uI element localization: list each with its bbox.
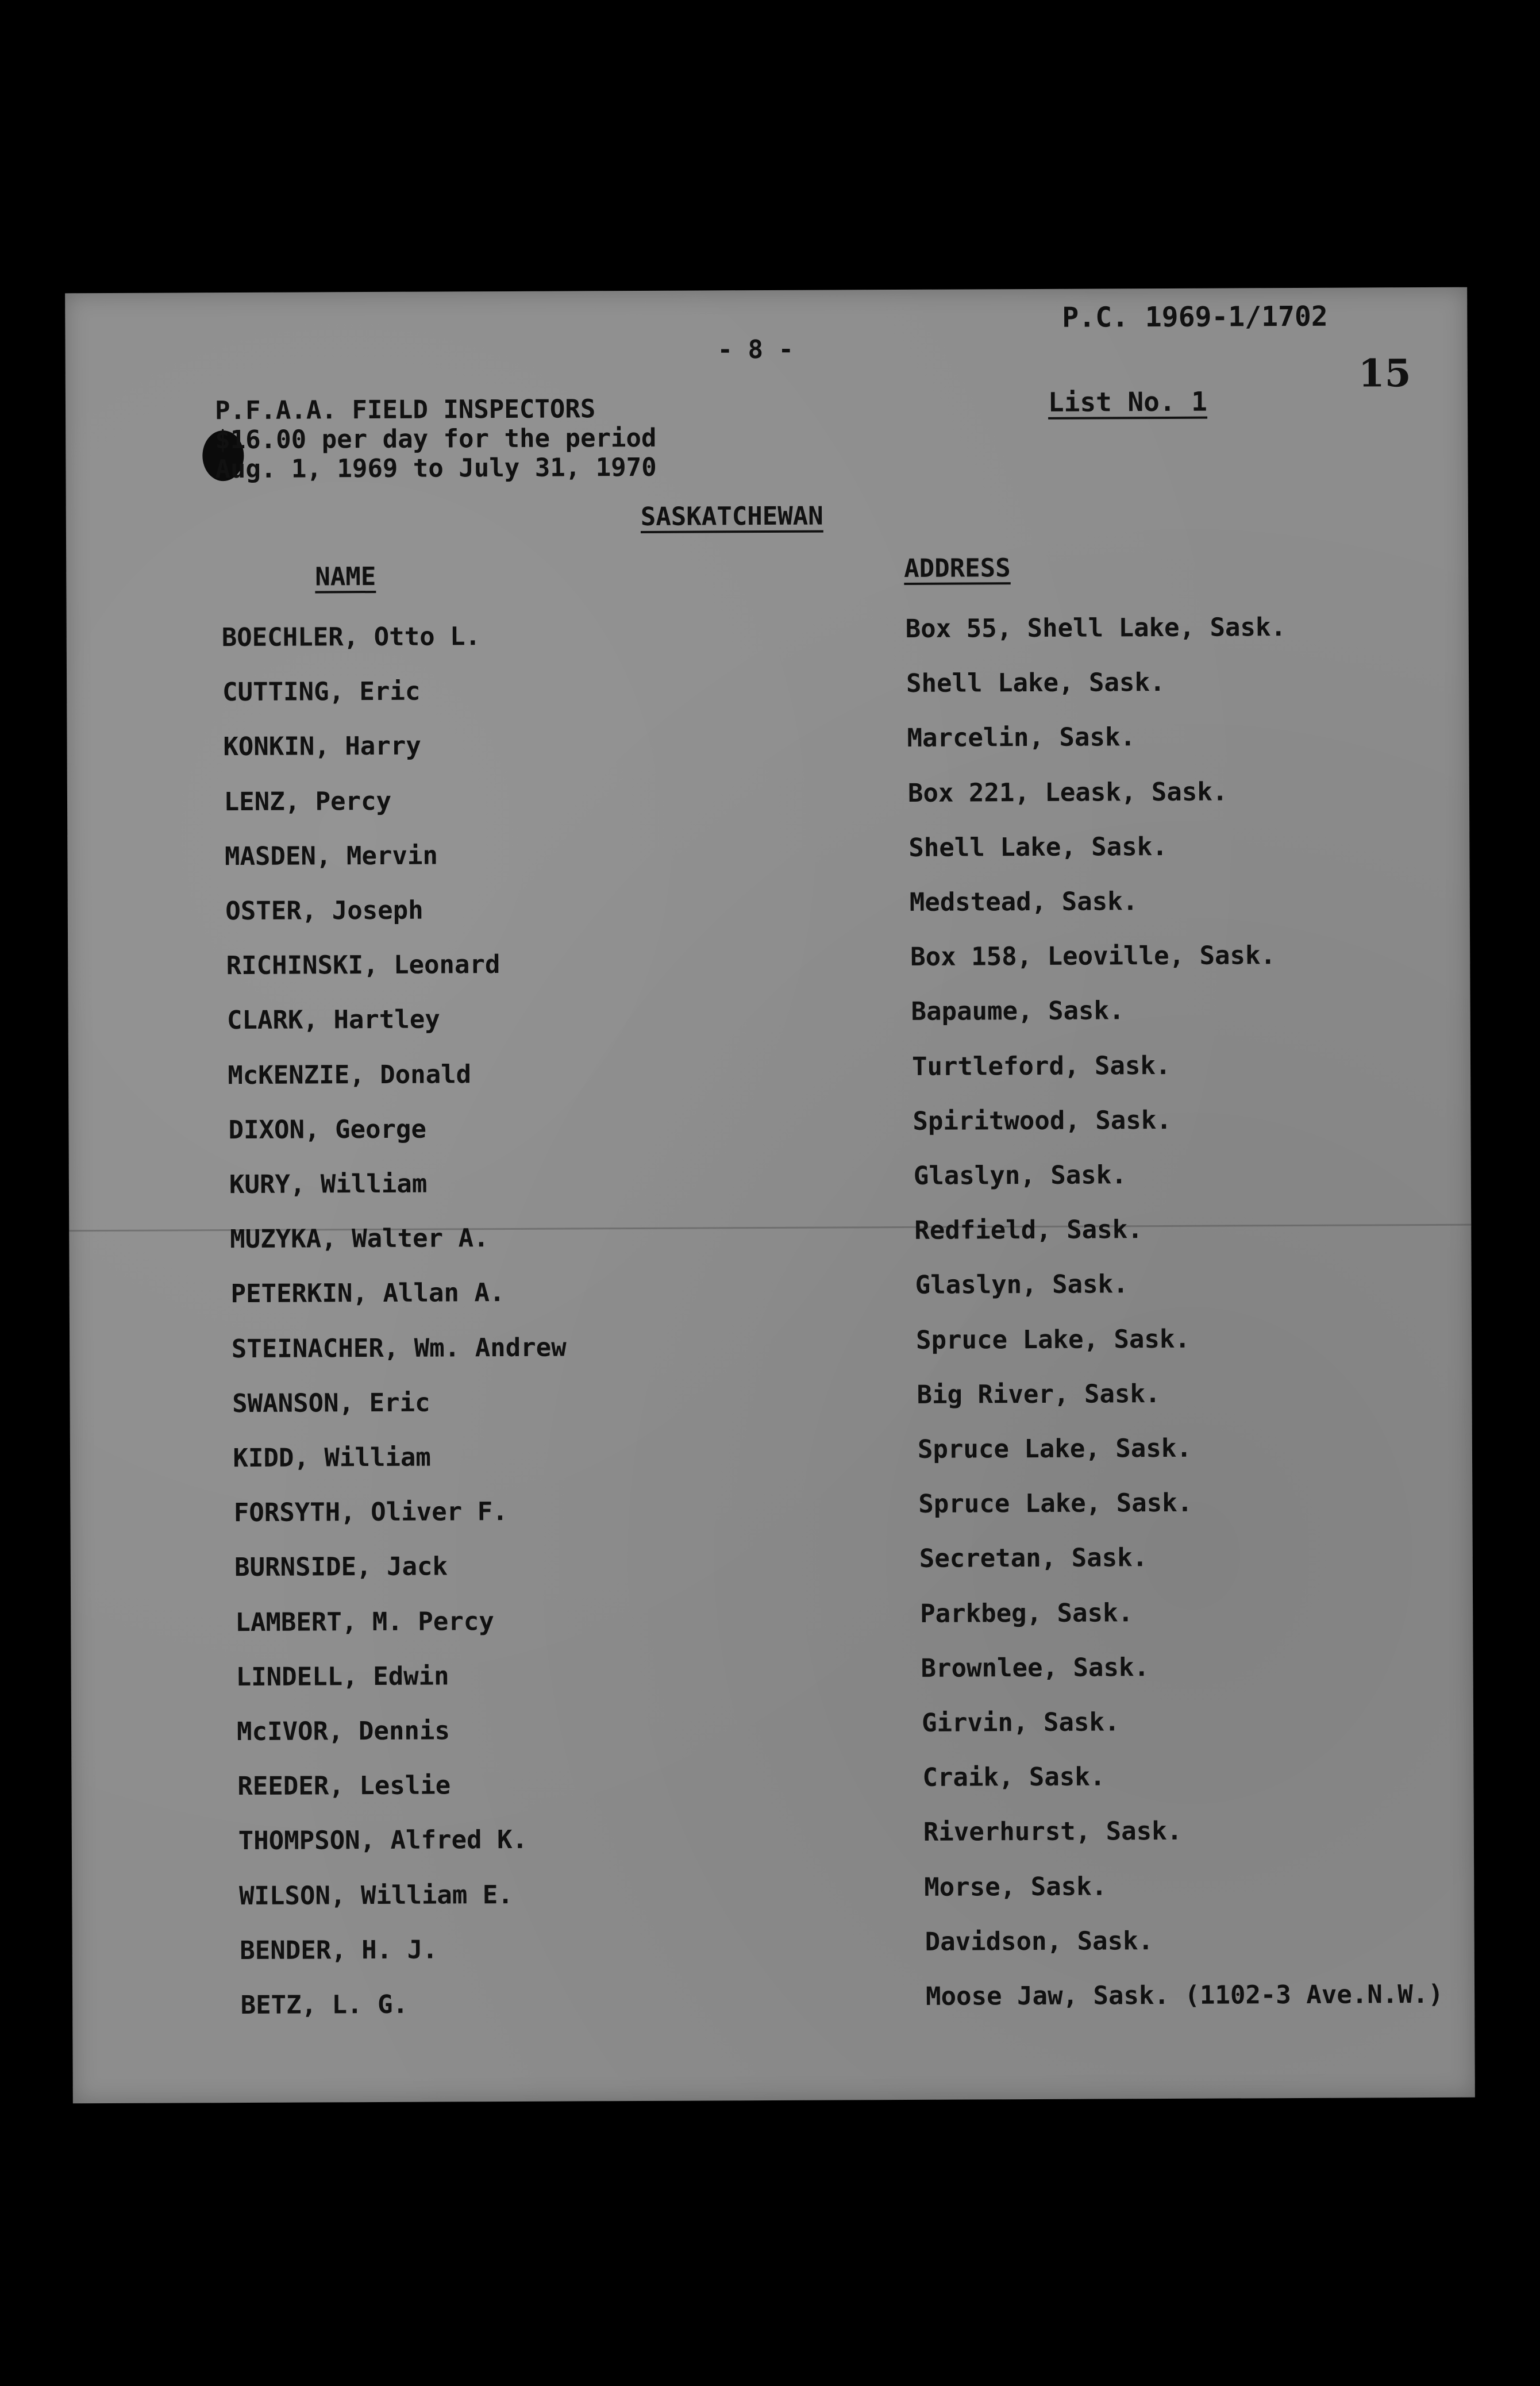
inspector-name: KURY, William [229,1169,428,1200]
inspector-name: SWANSON, Eric [232,1388,430,1418]
inspector-address: Box 221, Leask, Sask. [907,777,1228,808]
inspector-name: DIXON, George [228,1114,427,1145]
inspector-name: BURNSIDE, Jack [234,1552,448,1583]
inspector-name: OSTER, Joseph [225,895,424,926]
title-line: Aug. 1, 1969 to July 31, 1970 [215,452,657,484]
inspector-address: Box 158, Leoville, Sask. [910,941,1276,972]
inspector-name: THOMPSON, Alfred K. [238,1825,528,1856]
inspector-name: KIDD, William [233,1442,431,1473]
inspector-address: Marcelin, Sask. [907,722,1135,753]
inspector-name: CLARK, Hartley [226,1005,440,1036]
list-number: List No. 1 [1048,386,1208,418]
order-reference: P.C. 1969-1/1702 [1062,300,1328,334]
inspector-address: Spruce Lake, Sask. [917,1433,1192,1464]
inspector-name: LAMBERT, M. Percy [235,1606,494,1637]
inspector-name: REEDER, Leslie [237,1771,451,1802]
inspector-address: Shell Lake, Sask. [906,668,1165,699]
inspector-name: KONKIN, Harry [223,732,421,762]
inspector-name: PETERKIN, Allan A. [230,1278,505,1309]
inspector-address: Bapaume, Sask. [911,996,1125,1027]
inspector-address: Moose Jaw, Sask. (1102-3 Ave.N.W.) [925,1979,1443,2011]
inspector-name: RICHINSKI, Leonard [226,950,500,981]
document-title [215,394,657,484]
inspector-address: Spruce Lake, Sask. [915,1324,1191,1355]
inspector-address: Parkbeg, Sask. [920,1598,1134,1629]
inspector-name: MUZYKA, Walter A. [230,1223,489,1254]
inspector-name: LINDELL, Edwin [236,1661,449,1692]
inspector-address: Medstead, Sask. [909,887,1138,917]
inspector-address: Spiritwood, Sask. [913,1105,1172,1136]
document-page [65,287,1475,2104]
column-header-address: ADDRESS [904,553,1011,583]
inspector-name: LENZ, Percy [224,786,392,817]
inspector-address: Glaslyn, Sask. [915,1269,1129,1300]
inspector-name: BOECHLER, Otto L. [221,622,481,653]
province-heading: SASKATCHEWAN [640,501,823,532]
inspector-address: Brownlee, Sask. [921,1652,1150,1683]
inspector-address: Shell Lake, Sask. [908,832,1168,863]
title-line: P.F.A.A. FIELD INSPECTORS [214,394,596,426]
inspector-address: Riverhurst, Sask. [923,1817,1183,1848]
inspector-address: Turtleford, Sask. [911,1050,1171,1082]
inspector-name: MASDEN, Mervin [224,841,438,871]
page-number: - 8 - [717,334,794,365]
inspector-name: CUTTING, Eric [222,676,421,707]
inspector-address: Glaslyn, Sask. [913,1160,1127,1191]
inspector-address: Morse, Sask. [924,1872,1107,1902]
inspector-address: Davidson, Sask. [925,1926,1154,1957]
inspector-name: McKENZIE, Donald [228,1059,472,1090]
inspector-name: BENDER, H. J. [240,1935,438,1965]
inspector-name: STEINACHER, Wm. Andrew [231,1333,567,1364]
inspector-name: McIVOR, Dennis [236,1716,451,1747]
inspector-name: BETZ, L. G. [240,1989,409,2021]
inspector-address: Craik, Sask. [922,1762,1106,1793]
inspector-name: FORSYTH, Oliver F. [233,1497,508,1528]
inspector-address: Spruce Lake, Sask. [918,1488,1193,1519]
inspector-address: Girvin, Sask. [921,1707,1120,1738]
inspector-address: Secretan, Sask. [919,1543,1148,1574]
column-header-name: NAME [315,561,376,592]
inspector-address: Redfield, Sask. [914,1215,1143,1246]
inspector-address: Box 55, Shell Lake, Sask. [905,613,1287,644]
inspector-address: Big River, Sask. [917,1379,1161,1410]
inspector-name: WILSON, William E. [238,1880,513,1911]
title-line: $16.00 per day for the period [215,423,657,455]
page-stamp-number: 15 [1358,351,1411,396]
